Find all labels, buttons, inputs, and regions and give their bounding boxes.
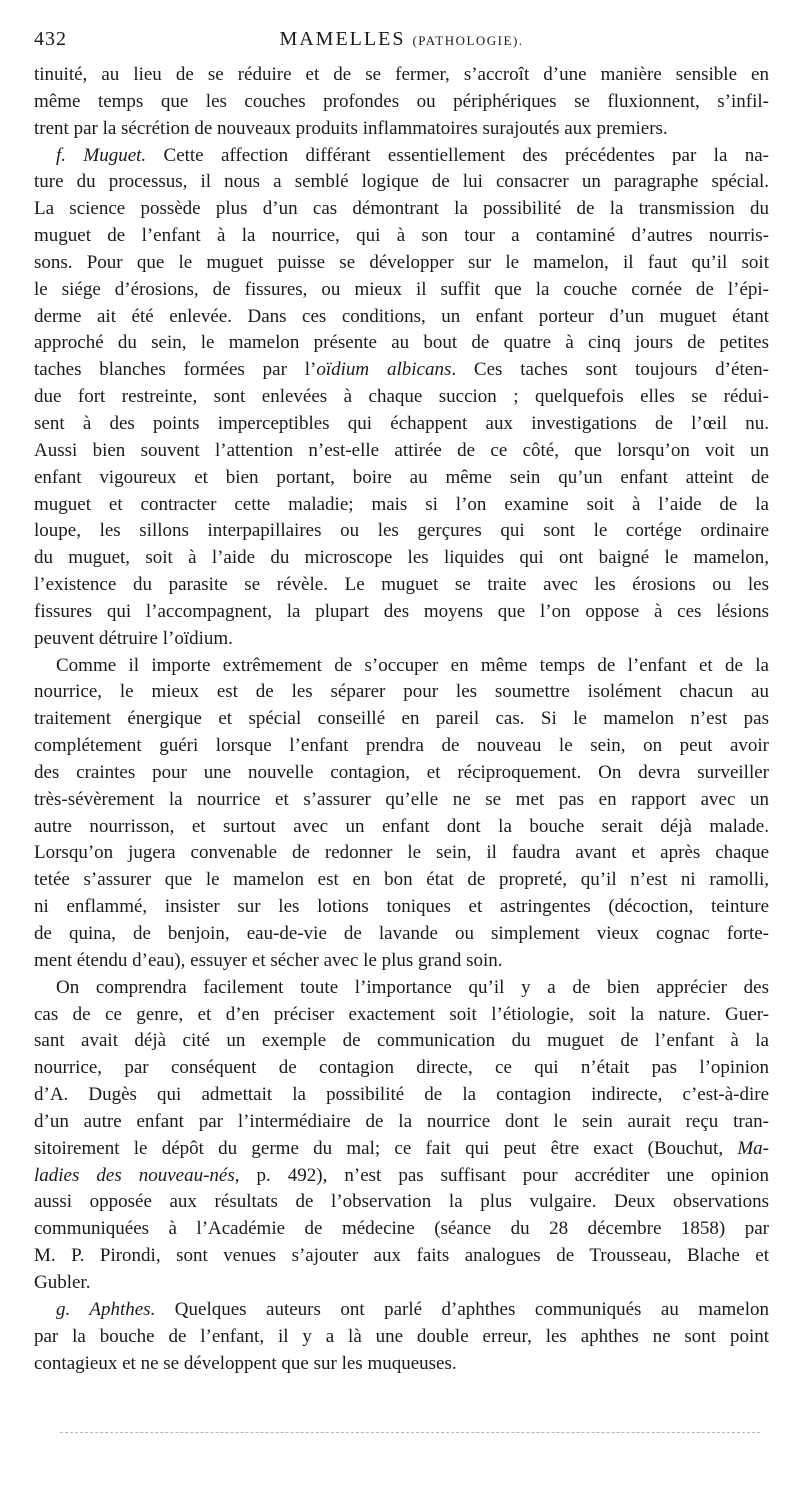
text-line: très-sévèrement la nourrice et s’assurer qu’elle ne se met pas en rapport avec un [34, 788, 769, 810]
text-line: sitoirement le dépôt du germe du mal; ce fait qui peut être exact (Bouchut, Ma- [34, 1137, 769, 1159]
text-line: d’un autre enfant par l’intermédiaire de la nourrice dont le sein aurait reçu tran- [34, 1110, 769, 1132]
text-line: le siége d’érosions, de fissures, ou mieux il suffit que la couche cornée de l’épi- [34, 278, 769, 300]
text-line: de quina, de benjoin, eau-de-vie de lavande ou simplement vieux cognac forte- [34, 923, 769, 944]
text-line: M. P. Pirondi, sont venues s’ajouter aux faits analogues de Trousseau, Blache et [34, 1245, 769, 1267]
text-line: due fort restreinte, sont enlevées à chaque succion ; quelquefois elles se rédui- [34, 386, 769, 408]
text-line: g. Aphthes. Quelques auteurs ont parlé d’aphthes communiqués au mamelon [56, 1298, 770, 1320]
text-line: traitement énergique et spécial conseillé en pareil cas. Si le mamelon n’est pas [34, 708, 769, 730]
text-line: tetée s’assurer que le mamelon est en bon état de propreté, qu’il n’est ni ramolli, [34, 869, 769, 891]
text-line: La science possède plus d’un cas démontrant la possibilité de la transmission du [34, 198, 769, 220]
text-line: contagieux et ne se développent que sur les muqueuses. [34, 1352, 457, 1374]
text-line: ment étendu d’eau), essuyer et sécher avec le plus grand soin. [34, 949, 503, 971]
text-line: ture du processus, il nous a semblé logique de lui consacrer un paragraphe spécial. [34, 171, 769, 193]
text-line: muguet de l’enfant à la nourrice, qui à son tour a contaminé d’autres nourris- [34, 225, 769, 247]
text-line: communiquées à l’Académie de médecine (séance du 28 décembre 1858) par [34, 1218, 769, 1240]
text-line: derme ait été enlevée. Dans ces conditions, un enfant porteur d’un muguet étant [34, 305, 769, 327]
text-line: peuvent détruire l’oïdium. [34, 627, 233, 649]
text-line: taches blanches formées par l’oïdium albicans. Ces taches sont toujours d’éten- [34, 359, 769, 381]
running-title-main: MAMELLES [279, 28, 406, 50]
text-line: ladies des nouveau-nés, p. 492), n’est pas suffisant pour accréditer une opinion [34, 1164, 770, 1186]
text-line: l’existence du parasite se révèle. Le muguet se traite avec les érosions ou les [34, 574, 769, 596]
running-title-sub: (PATHOLOGIE). [412, 33, 524, 48]
text-line: cas de ce genre, et d’en préciser exactement soit l’étiologie, soit la nature. Guer- [34, 1003, 769, 1025]
text-line: loupe, les sillons interpapillaires ou les gerçures qui sont le cortége ordinaire [34, 520, 769, 542]
text-line: Aussi bien souvent l’attention n’est-elle attirée de ce côté, que lorsqu’on voit un [34, 439, 769, 461]
text-line: On comprendra facilement toute l’importance qu’il y a de bien apprécier des [56, 976, 769, 998]
running-header [34, 28, 769, 58]
text-line: fissures qui l’accompagnent, la plupart des moyens que l’on oppose à ces lésions [34, 600, 769, 622]
text-line: complétement guéri lorsque l’enfant prendra de nouveau le sein, on peut avoir [34, 735, 769, 757]
body-text [34, 62, 769, 1377]
text-line: sons. Pour que le muguet puisse se développer sur le mamelon, il faut qu’il soit [34, 251, 769, 273]
text-line: approché du sein, le mamelon présente au bout de quatre à cinq jours de petites [34, 332, 769, 354]
page-number: 432 [34, 28, 67, 50]
footer-rule [60, 1432, 760, 1433]
text-line: sent à des points imperceptibles qui échappent aux investigations de l’œil nu. [34, 412, 769, 434]
text-line: autre nourrisson, et surtout avec un enfant dont la bouche serait déjà malade. [34, 815, 769, 837]
text-line: par la bouche de l’enfant, il y a là une double erreur, les aphthes ne sont point [34, 1325, 769, 1347]
running-title [34, 28, 769, 51]
text-line: Comme il importe extrêmement de s’occuper en même temps de l’enfant et de la [56, 654, 769, 676]
text-line: enfant vigoureux et bien portant, boire au même sein qu’un enfant atteint de [34, 466, 769, 488]
text-line: Lorsqu’on jugera convenable de redonner le sein, il faudra avant et après chaque [34, 842, 769, 864]
text-line: Gubler. [34, 1271, 91, 1293]
text-line: nourrice, par conséquent de contagion directe, ce qui n’était pas l’opinion [34, 1057, 769, 1079]
text-line: trent par la sécrétion de nouveaux produits inflammatoires surajoutés aux premiers. [34, 117, 668, 139]
text-line: d’A. Dugès qui admettait la possibilité de la contagion indirecte, c’est-à-dire [34, 1084, 769, 1106]
text-line: du muguet, soit à l’aide du microscope les liquides qui ont baigné le mamelon, [34, 547, 769, 569]
text-line: f. Muguet. Cette affection différant essentiellement des précédentes par la na- [56, 144, 769, 166]
text-line: même temps que les couches profondes ou périphériques se fluxionnent, s’infil- [34, 90, 769, 112]
text-line: tinuité, au lieu de se réduire et de se fermer, s’accroît d’une manière sensible en [34, 64, 769, 85]
text-line: sant avait déjà cité un exemple de communication du muguet de l’enfant à la [34, 1030, 769, 1052]
text-line: muguet et contracter cette maladie; mais si l’on examine soit à l’aide de la [34, 493, 769, 515]
text-line: aussi opposée aux résultats de l’observation la plus vulgaire. Deux observations [34, 1191, 769, 1213]
text-line: nourrice, le mieux est de les séparer pour les soumettre isolément chacun au [34, 681, 769, 703]
text-line: des craintes pour une nouvelle contagion, et réciproquement. On devra surveiller [34, 761, 769, 783]
text-line: ni enflammé, insister sur les lotions toniques et astringentes (décoction, teinture [34, 896, 769, 918]
